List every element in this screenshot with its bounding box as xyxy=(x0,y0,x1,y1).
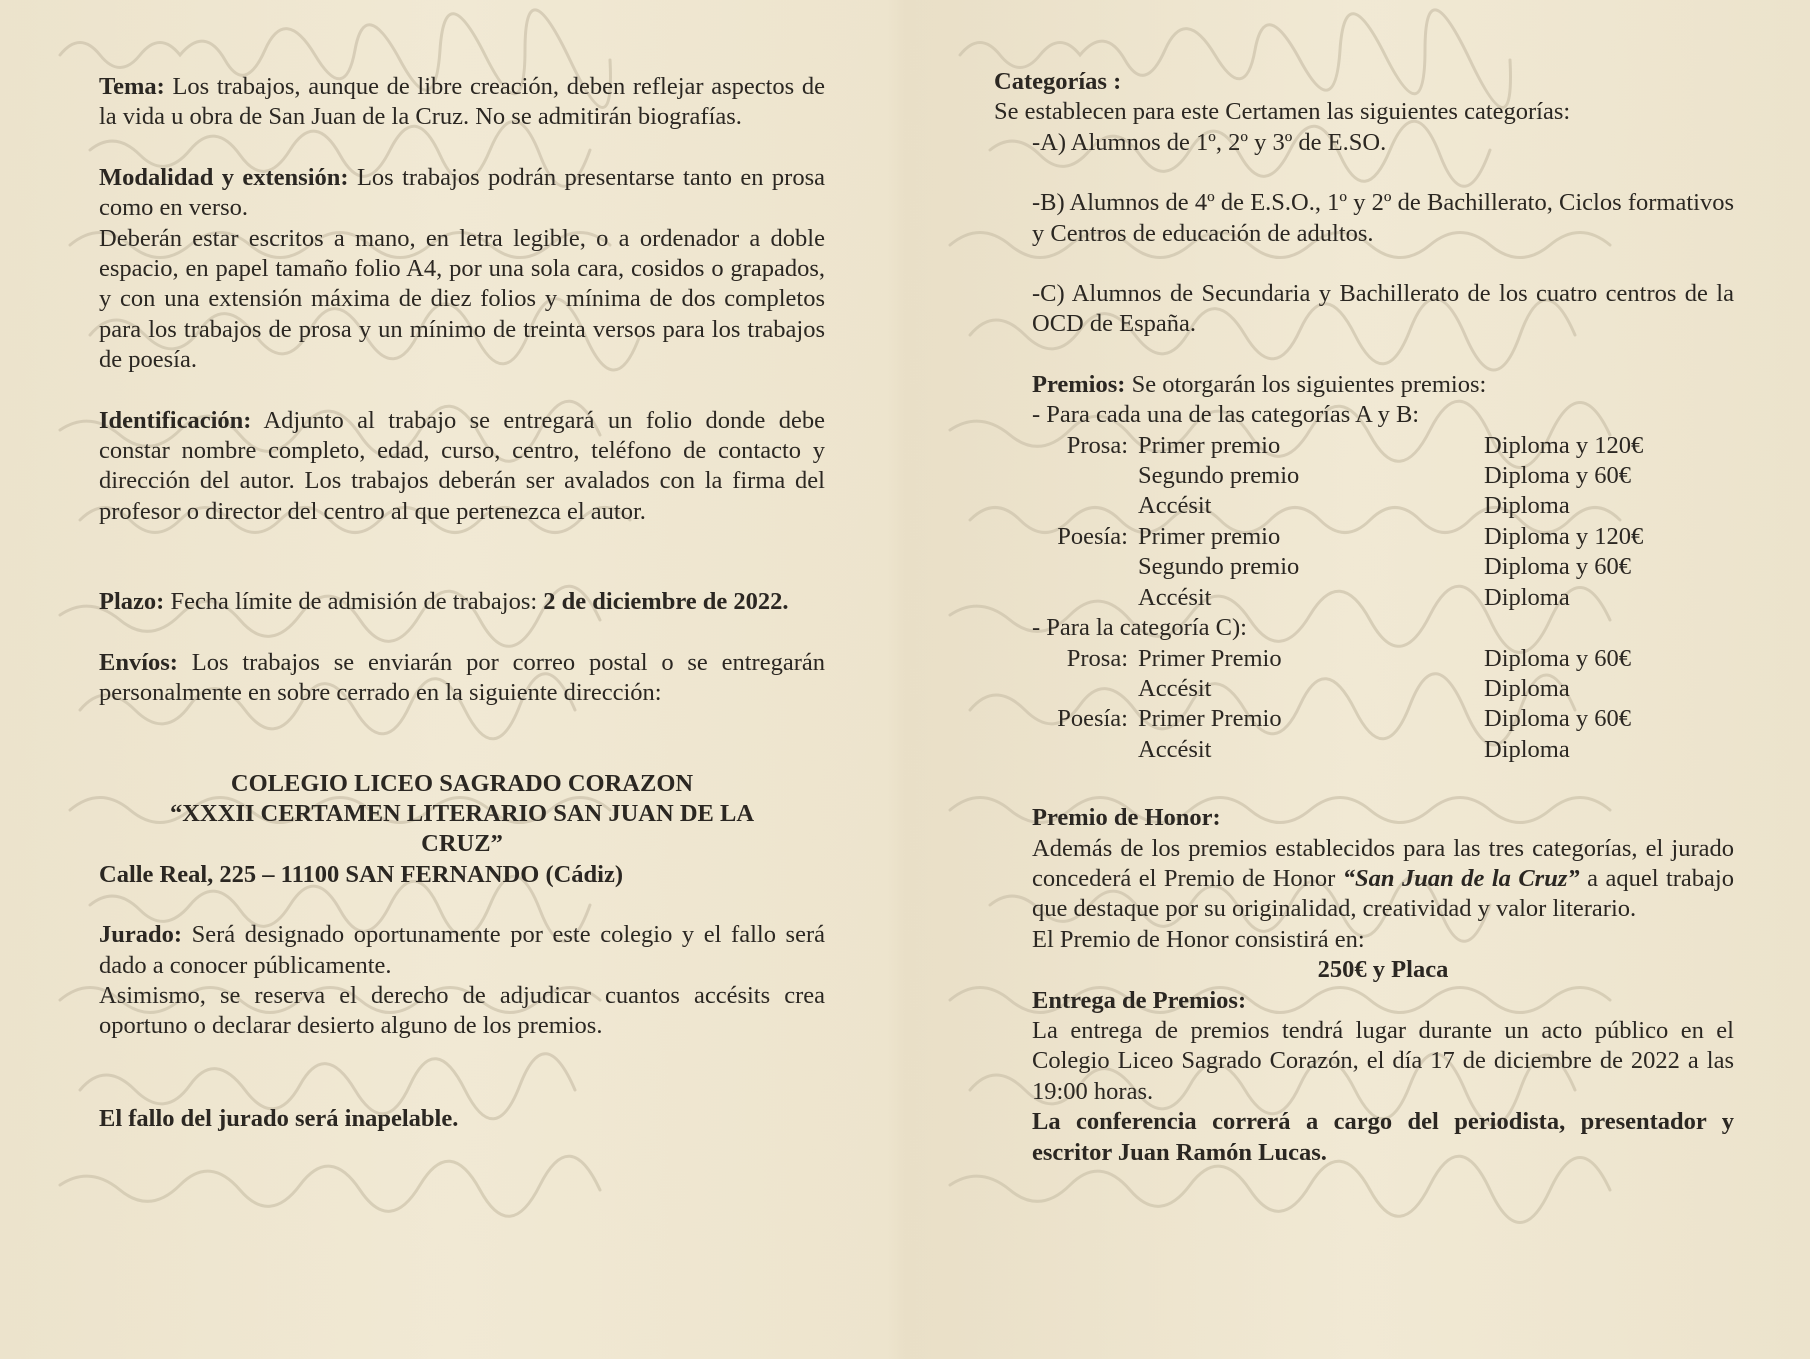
tema-text: Los trabajos, aunque de libre creación, deben reflejar aspectos de la vida u obra de San Juan de la Cruz. No se admitirán biografías. xyxy=(99,73,825,131)
prize-category xyxy=(1032,491,1138,521)
premios-label: Premios: xyxy=(1032,370,1126,398)
prize-name: Segundo premio xyxy=(1138,553,1300,581)
prize-category xyxy=(1032,735,1138,765)
prize-award: Diploma xyxy=(1484,492,1570,520)
category-c: -C) Alumnos de Secundaria y Bachillerato de los cuatro centros de la OCD de España. xyxy=(1032,280,1734,338)
category-a: -A) Alumnos de 1º, 2º y 3º de E.SO. xyxy=(1032,128,1387,156)
prize-table-c xyxy=(1032,644,1684,766)
plazo-date: 2 de diciembre de 2022. xyxy=(543,588,789,616)
honor-text xyxy=(1032,834,1734,925)
prize-row xyxy=(1032,735,1684,765)
prize-category xyxy=(1032,461,1138,491)
category-b: -B) Alumnos de 4º de E.S.O., 1º y 2º de Bachillerato, Ciclos formativos y Centros de educación de adultos. xyxy=(1032,189,1734,247)
prize-row xyxy=(1032,522,1684,552)
identificacion-label: Identificación: xyxy=(99,406,252,434)
right-page xyxy=(994,67,1734,1354)
prize-name: Accésit xyxy=(1138,674,1212,702)
envios-paragraph xyxy=(99,648,825,709)
premios-c-title: - Para la categoría C): xyxy=(1032,614,1247,642)
prize-category: Prosa: xyxy=(1066,431,1128,459)
prize-row xyxy=(1032,431,1684,461)
modalidad-details: Deberán estar escritos a mano, en letra legible, o a ordenador a doble espacio, en papel tamaño folio A4, por una sola cara, cosidos o grapados, y con una extensión máxima de diez folios y mínima de dos completos para los trabajos de prosa y un mínimo de treinta versos para los trabajos de poesía. xyxy=(99,224,825,374)
prize-award: Diploma y 60€ xyxy=(1484,462,1631,490)
honor-text-part2: a aquel trabajo que destaque por su originalidad, creatividad y valor literario. xyxy=(1032,864,1734,923)
prize-category: Poesía: xyxy=(1057,522,1128,550)
conference-text: La conferencia correrá a cargo del periodista, presentador y escritor Juan Ramón Lucas. xyxy=(1032,1108,1734,1166)
honor-award-name: “San Juan de la Cruz” xyxy=(1342,864,1580,892)
prize-row xyxy=(1032,704,1684,734)
categorias-intro: Se establecen para este Certamen las siguientes categorías: xyxy=(994,98,1571,126)
plazo-paragraph xyxy=(99,587,825,617)
prize-category xyxy=(1032,583,1138,613)
identificacion-text: Adjunto al trabajo se entregará un folio donde debe constar nombre completo, edad, curso, centro, teléfono de contacto y dirección del autor. Los trabajos deberán ser avalados con la firma del profesor o director del centro al que pertenezca el autor. xyxy=(99,406,825,525)
prize-award: Diploma xyxy=(1484,674,1570,702)
plazo-label: Plazo: xyxy=(99,588,165,616)
prize-table-c-body xyxy=(1032,644,1684,766)
identificacion-paragraph xyxy=(99,406,825,528)
prize-name: Primer premio xyxy=(1138,431,1281,459)
tema-paragraph xyxy=(99,72,825,133)
modalidad-paragraph xyxy=(99,163,825,224)
categorias-label: Categorías : xyxy=(994,68,1122,95)
honor-label: Premio de Honor: xyxy=(1032,804,1221,832)
entrega-label: Entrega de Premios: xyxy=(1032,986,1247,1014)
prize-row xyxy=(1032,552,1684,582)
prize-award: Diploma y 120€ xyxy=(1484,431,1644,459)
prize-name: Primer premio xyxy=(1138,522,1281,550)
prize-name: Accésit xyxy=(1138,583,1212,611)
prize-name: Accésit xyxy=(1138,492,1212,520)
address-contest: “XXXII CERTAMEN LITERARIO SAN JUAN DE LA CRUZ” xyxy=(169,799,755,858)
left-page xyxy=(99,72,825,1359)
prize-name: Segundo premio xyxy=(1138,462,1300,490)
prize-table-ab-body xyxy=(1032,431,1684,613)
prize-award: Diploma y 120€ xyxy=(1484,522,1644,550)
premios-text: Se otorgarán los siguientes premios: xyxy=(1125,370,1487,398)
prize-category xyxy=(1032,674,1138,704)
tema-label: Tema: xyxy=(99,73,165,100)
prize-name: Accésit xyxy=(1138,735,1212,763)
prize-table-ab xyxy=(1032,431,1684,613)
honor-section xyxy=(994,803,1734,1168)
envios-label: Envíos: xyxy=(99,648,178,676)
jurado-paragraph xyxy=(99,920,825,981)
jurado-text: Será designado oportunamente por este colegio y el fallo será dado a conocer públicamente. xyxy=(99,921,825,979)
honor-consist: El Premio de Honor consistirá en: xyxy=(1032,925,1365,953)
entrega-text: La entrega de premios tendrá lugar durante un acto público en el Colegio Liceo Sagrado Corazón, el día 17 de diciembre de 2022 a las 19:00 horas. xyxy=(1032,1016,1734,1105)
address-street: Calle Real, 225 – 11100 SAN FERNANDO (Cádiz) xyxy=(99,860,624,888)
prize-row xyxy=(1032,644,1684,674)
prize-category: Poesía: xyxy=(1057,705,1128,733)
prize-row xyxy=(1032,461,1684,491)
prize-category xyxy=(1032,552,1138,582)
prize-award: Diploma y 60€ xyxy=(1484,553,1631,581)
address-block xyxy=(99,769,825,891)
prize-award: Diploma y 60€ xyxy=(1484,705,1631,733)
jurado-details: Asimismo, se reserva el derecho de adjudicar cuantos accésits crea oportuno o declarar desierto alguno de los premios. xyxy=(99,981,825,1040)
modalidad-label: Modalidad y extensión: xyxy=(99,163,349,191)
prize-category: Prosa: xyxy=(1066,644,1128,672)
prize-award: Diploma xyxy=(1484,583,1570,611)
prize-row xyxy=(1032,674,1684,704)
fallo-statement: El fallo del jurado será inapelable. xyxy=(99,1104,459,1132)
plazo-text: Fecha límite de admisión de trabajos: xyxy=(164,588,544,616)
jurado-label: Jurado: xyxy=(99,921,183,949)
honor-prize: 250€ y Placa xyxy=(1317,956,1449,984)
prize-award: Diploma xyxy=(1484,735,1570,763)
prize-name: Primer Premio xyxy=(1138,705,1282,733)
premios-ab-title: - Para cada una de las categorías A y B: xyxy=(1032,401,1420,429)
prize-name: Primer Premio xyxy=(1138,644,1282,672)
prize-award: Diploma y 60€ xyxy=(1484,644,1631,672)
prize-row xyxy=(1032,583,1684,613)
premios-paragraph xyxy=(994,370,1734,400)
honor-text-part1: Además de los premios establecidos para las tres categorías, el jurado concederá el Premio de Honor xyxy=(1032,834,1734,892)
prize-row xyxy=(1032,491,1684,521)
address-school: COLEGIO LICEO SAGRADO CORAZON xyxy=(230,769,694,797)
envios-text: Los trabajos se enviarán por correo postal o se entregarán personalmente en sobre cerrado en la siguiente dirección: xyxy=(99,648,825,707)
modalidad-text: Los trabajos podrán presentarse tanto en prosa como en verso. xyxy=(99,163,825,222)
